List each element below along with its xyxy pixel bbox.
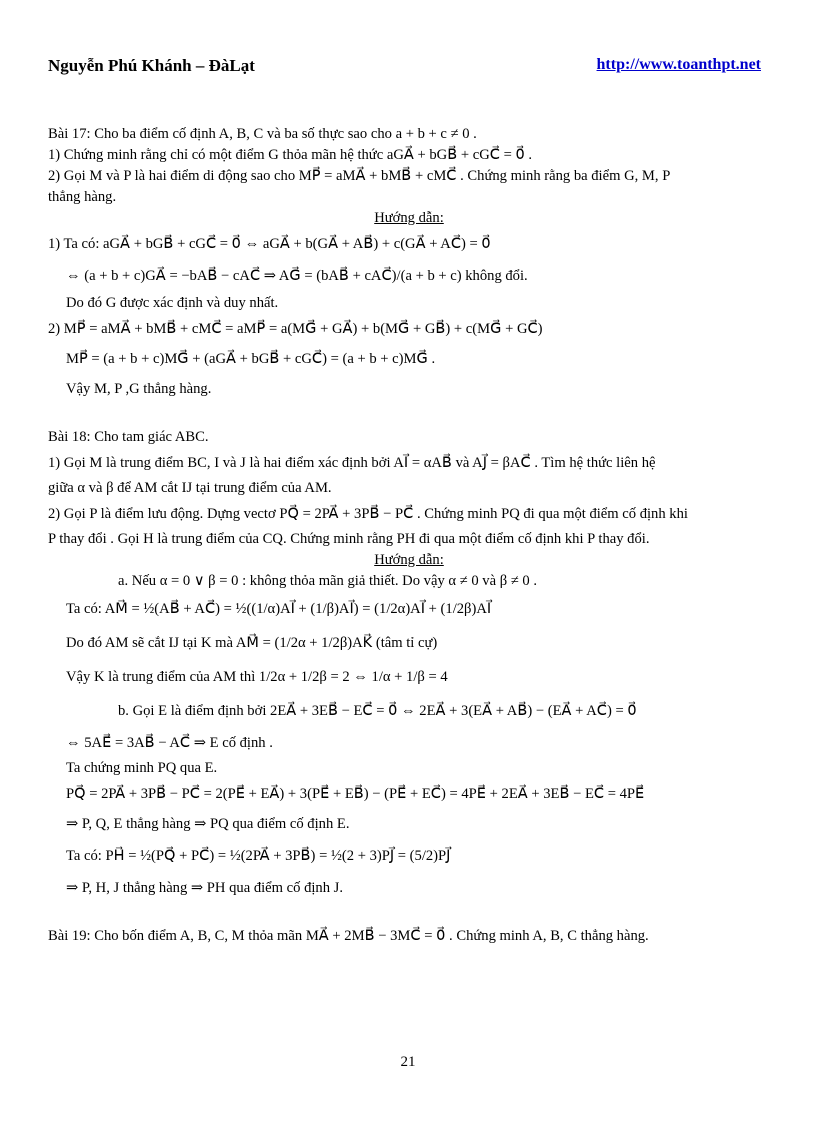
solution-18-part-a: a. Nếu α = 0 ∨ β = 0 : không thỏa mãn giả thiết. Do vậy α ≠ 0 và β ≠ 0 .	[118, 573, 538, 589]
exercise-18-question-2: 2) Gọi P là điểm lưu động. Dựng vectơ PQ⃗ = 2PA⃗ + 3PB⃗ − PC⃗ . Chứng minh PQ đi qua một điểm cố định khi	[48, 506, 688, 522]
author-name: Nguyễn Phú Khánh – ĐàLạt	[48, 56, 255, 75]
exercise-18-question-2-cont: P thay đổi . Gọi H là trung điểm của CQ. Chứng minh rằng PH đi qua một điểm cố định khi P thay đổi.	[48, 531, 650, 547]
solution-18-line-9: ⇒ P, H, J thẳng hàng ⇒ PH qua điểm cố định J.	[66, 880, 343, 896]
solution-18-line-6: PQ⃗ = 2PA⃗ + 3PB⃗ − PC⃗ = 2(PE⃗ + EA⃗) + 3(PE⃗ + EB⃗) − (PE⃗ + EC⃗) = 4PE⃗ + 2EA⃗ + 3EB⃗ − EC⃗ = 4PE⃗	[66, 786, 645, 802]
solution-17-line-2: ⇔ (a + b + c)GA⃗ = −bAB⃗ − cAC⃗ ⇒ AG⃗ = (bAB⃗ + cAC⃗)/(a + b + c) không đổi.	[66, 268, 528, 284]
solution-17-line-6: Vậy M, P ,G thẳng hàng.	[66, 381, 212, 397]
exercise-17-question-2: 2) Gọi M và P là hai điểm di động sao cho MP⃗ = aMA⃗ + bMB⃗ + cMC⃗ . Chứng minh rằng ba điểm G, M, P	[48, 168, 671, 184]
exercise-17-question-1: 1) Chứng minh rằng chỉ có một điểm G thỏa mãn hệ thức aGA⃗ + bGB⃗ + cGC⃗ = 0⃗ .	[48, 147, 533, 163]
solution-18-line-7: ⇒ P, Q, E thẳng hàng ⇒ PQ qua điểm cố định E.	[66, 816, 350, 832]
solution-17-line-4: 2) MP⃗ = aMA⃗ + bMB⃗ + cMC⃗ = aMP⃗ = a(MG⃗ + GA⃗) + b(MG⃗ + GB⃗) + c(MG⃗ + GC⃗)	[48, 321, 543, 337]
exercise-17-title: Bài 17: Cho ba điểm cố định A, B, C và ba số thực sao cho a + b + c ≠ 0 .	[48, 126, 477, 142]
solution-18-part-b: b. Gọi E là điểm định bởi 2EA⃗ + 3EB⃗ − EC⃗ = 0⃗ ⇔ 2EA⃗ + 3(EA⃗ + AB⃗) − (EA⃗ + AC⃗) = 0⃗	[118, 703, 637, 719]
page-number: 21	[400, 1054, 416, 1070]
solution-18-line-5: Ta chứng minh PQ qua E.	[66, 760, 218, 776]
exercise-19-title: Bài 19: Cho bốn điểm A, B, C, M thỏa mãn MA⃗ + 2MB⃗ − 3MC⃗ = 0⃗ . Chứng minh A, B, C thẳng hàng.	[48, 928, 649, 944]
exercise-17-question-2-cont: thẳng hàng.	[48, 189, 117, 205]
exercise-18-question-1-cont: giữa α và β để AM cắt IJ tại trung điểm của AM.	[48, 480, 332, 496]
guide-heading: Hướng dẫn:	[374, 210, 444, 226]
solution-18-line-1: Ta có: AM⃗ = ½(AB⃗ + AC⃗) = ½((1/α)AI⃗ + (1/β)AI⃗) = (1/2α)AI⃗ + (1/2β)AI⃗	[66, 601, 492, 617]
solution-17-line-5: MP⃗ = (a + b + c)MG⃗ + (aGA⃗ + bGB⃗ + cGC⃗) = (a + b + c)MG⃗ .	[66, 351, 436, 367]
solution-17-line-1: 1) Ta có: aGA⃗ + bGB⃗ + cGC⃗ = 0⃗ ⇔ aGA⃗ + b(GA⃗ + AB⃗) + c(GA⃗ + AC⃗) = 0⃗	[48, 236, 491, 252]
guide-heading-18: Hướng dẫn:	[374, 552, 444, 568]
solution-17-line-3: Do đó G được xác định và duy nhất.	[66, 295, 279, 311]
website-link[interactable]: http://www.toanthpt.net	[596, 56, 761, 73]
exercise-18-title: Bài 18: Cho tam giác ABC.	[48, 429, 209, 445]
solution-18-line-2: Do đó AM sẽ cắt IJ tại K mà AM⃗ = (1/2α + 1/2β)AK⃗ (tâm tỉ cự)	[66, 635, 438, 651]
document-body	[48, 124, 770, 947]
solution-18-line-3: Vậy K là trung điểm của AM thì 1/2α + 1/2β = 2 ⇔ 1/α + 1/β = 4	[66, 669, 448, 685]
exercise-18-question-1: 1) Gọi M là trung điểm BC, I và J là hai điểm xác định bởi AI⃗ = αAB⃗ và AJ⃗ = βAC⃗ . Tìm hệ thức liên hệ	[48, 455, 656, 471]
page-header	[48, 56, 761, 80]
solution-18-line-8: Ta có: PH⃗ = ½(PQ⃗ + PC⃗) = ½(2PA⃗ + 3PB⃗) = ½(2 + 3)PJ⃗ = (5/2)PJ⃗	[66, 848, 451, 864]
solution-18-line-4: ⇔ 5AE⃗ = 3AB⃗ − AC⃗ ⇒ E cố định .	[66, 735, 273, 751]
